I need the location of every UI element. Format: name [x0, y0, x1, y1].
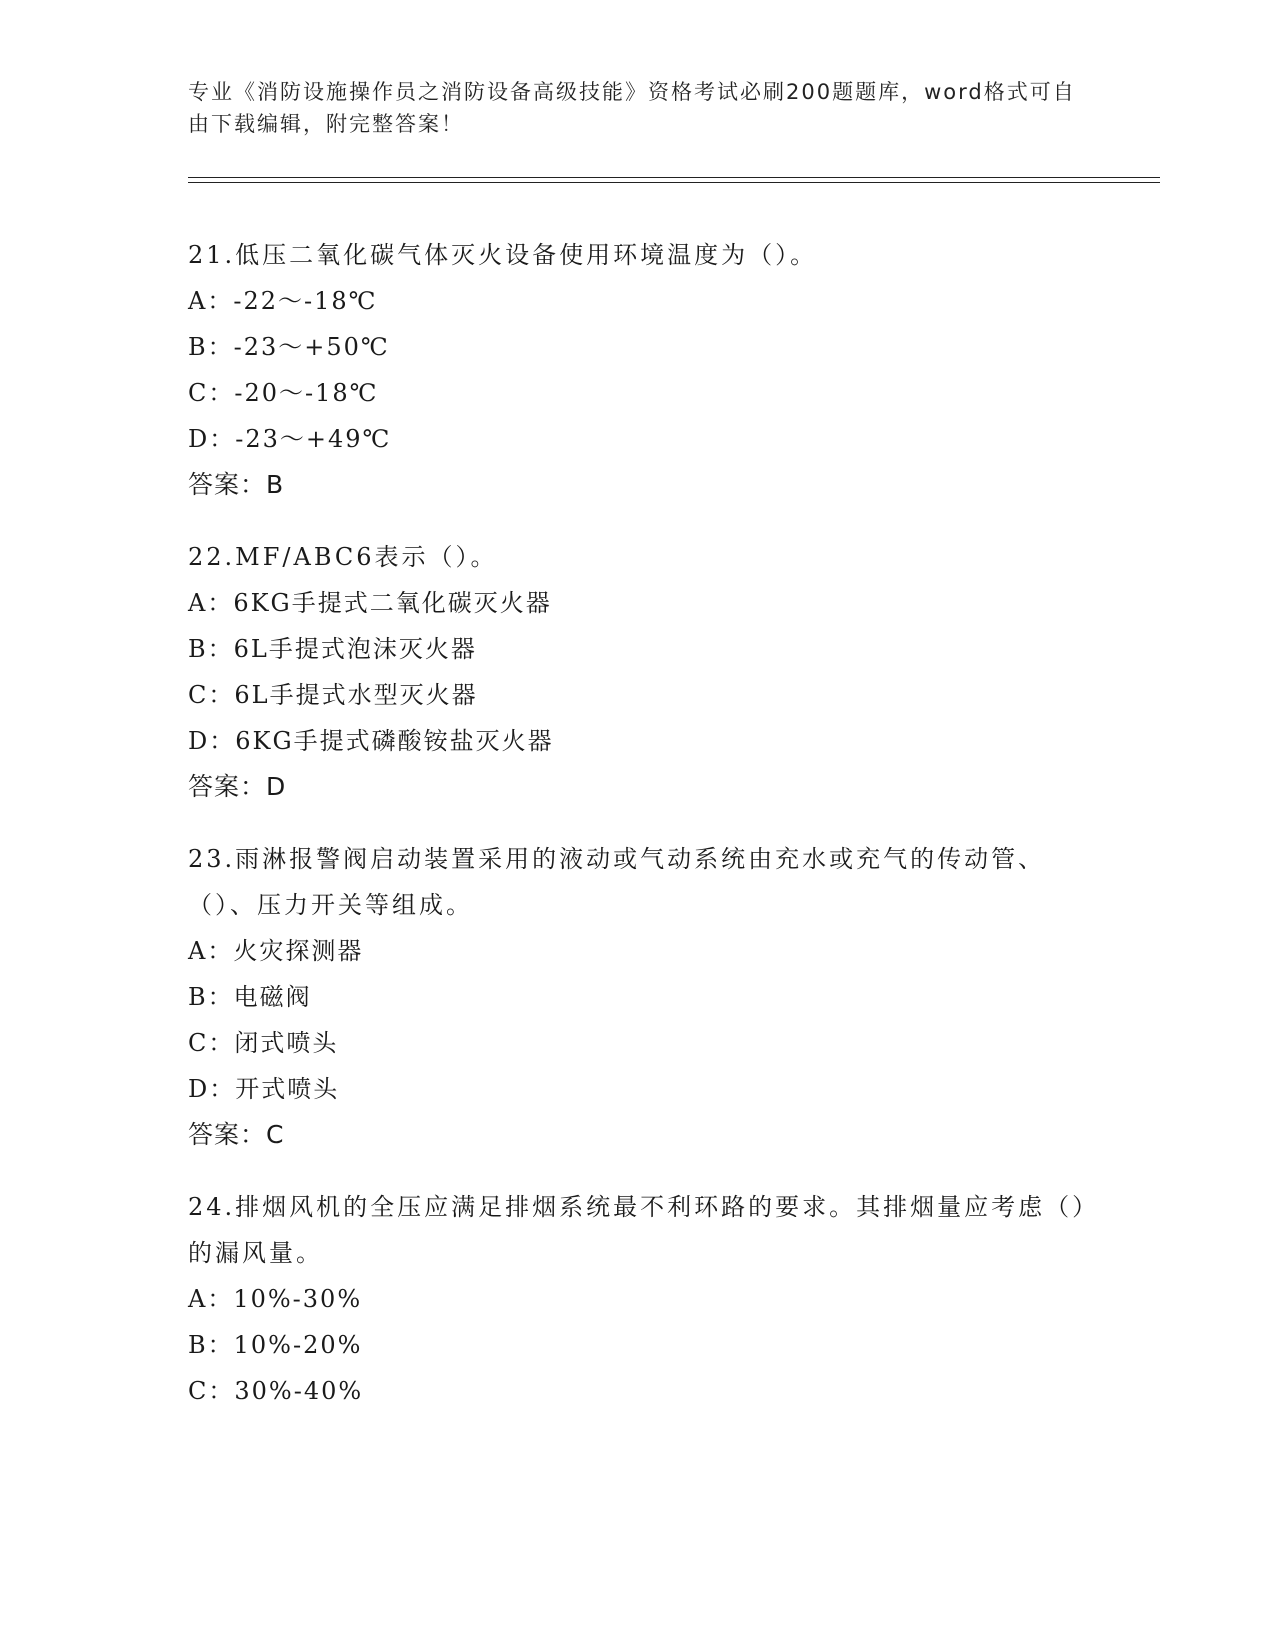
answer-line: 答案：D [188, 772, 287, 801]
option-c: C：30%-40% [188, 1377, 364, 1405]
answer-line: 答案：C [188, 1120, 285, 1149]
option-d: D：-23～+49℃ [188, 425, 392, 453]
header-divider-bottom [188, 182, 1160, 183]
option-b: B：电磁阀 [188, 983, 312, 1011]
option-a: A：6KG手提式二氧化碳灭火器 [188, 589, 552, 617]
question-21 [188, 232, 1088, 508]
question-23 [188, 836, 1088, 1158]
question-stem: 22.MF/ABC6表示（）。 [188, 543, 498, 571]
question-stem: 24.排烟风机的全压应满足排烟系统最不利环路的要求。其排烟量应考虑（）的漏风量。 [188, 1193, 1088, 1267]
option-b: B：10%-20% [188, 1331, 363, 1359]
option-a: A：火灾探测器 [188, 937, 364, 965]
option-d: D：6KG手提式磷酸铵盐灭火器 [188, 727, 554, 755]
header-divider-top [188, 177, 1160, 178]
option-c: C：闭式喷头 [188, 1029, 339, 1057]
option-d: D：开式喷头 [188, 1075, 340, 1103]
question-list [188, 232, 1088, 1440]
option-a: A：-22～-18℃ [188, 287, 378, 315]
option-c: C：-20～-18℃ [188, 379, 379, 407]
question-22 [188, 534, 1088, 810]
question-stem: 21.低压二氧化碳气体灭火设备使用环境温度为（）。 [188, 241, 818, 269]
document-intro: 专业《消防设施操作员之消防设备高级技能》资格考试必刷200题题库，word格式可自由下载编辑，附完整答案！ [188, 80, 1076, 136]
question-24 [188, 1184, 1088, 1414]
question-stem: 23.雨淋报警阀启动装置采用的液动或气动系统由充水或充气的传动管、（）、压力开关等组成。 [188, 845, 1046, 919]
option-c: C：6L手提式水型灭火器 [188, 681, 478, 709]
option-b: B：-23～+50℃ [188, 333, 390, 361]
option-a: A：10%-30% [188, 1285, 363, 1313]
answer-line: 答案：B [188, 470, 285, 499]
option-b: B：6L手提式泡沫灭火器 [188, 635, 477, 663]
